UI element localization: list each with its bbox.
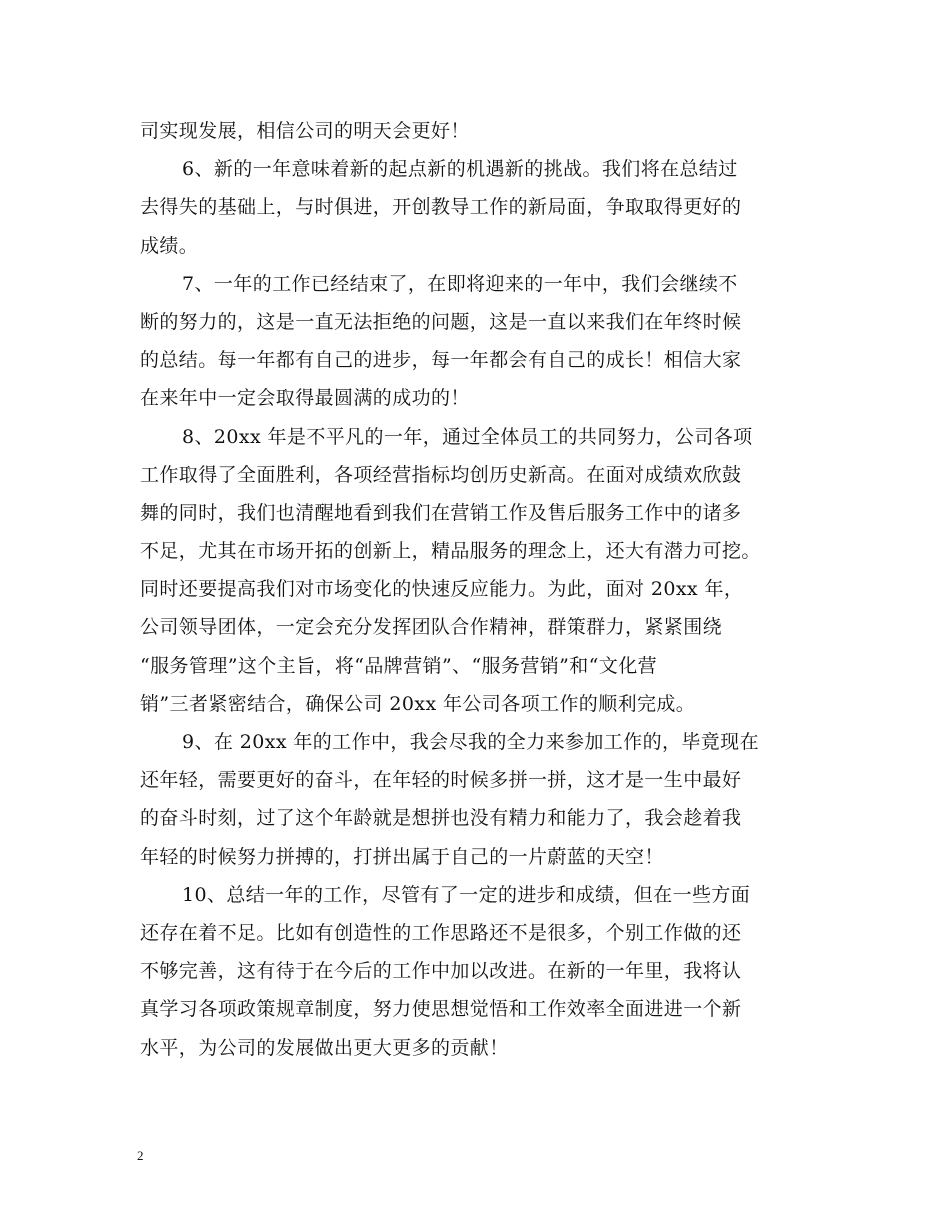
paragraph-7-line-1: 7、一年的工作已经结束了，在即将迎来的一年中，我们会继续不 xyxy=(182,272,738,295)
text-line: 水平，为公司的发展做出更大更多的贡献！ xyxy=(140,1036,509,1059)
text-line: 同时还要提高我们对市场变化的快速反应能力。为此，面对 20xx 年， xyxy=(140,578,744,601)
text-line: “服务管理”这个主旨，将“品牌营销”、“服务营销”和“文化营 xyxy=(140,654,657,677)
text-line: 的总结。每一年都有自己的进步，每一年都会有自己的成长！相信大家 xyxy=(140,349,742,372)
text-line: 成绩。 xyxy=(140,234,199,257)
text-line: 真学习各项政策规章制度，努力使思想觉悟和工作效率全面进进一个新 xyxy=(140,998,742,1021)
text-line: 不足，尤其在市场开拓的创新上，精品服务的理念上，还大有潜力可挖。 xyxy=(140,540,761,563)
text-line: 断的努力的，这是一直无法拒绝的问题，这是一直以来我们在年终时候 xyxy=(140,310,742,333)
text-line: 的奋斗时刻，过了这个年龄就是想拼也没有精力和能力了，我会趁着我 xyxy=(140,807,742,830)
text-line: 在来年中一定会取得最圆满的成功的！ xyxy=(140,387,470,410)
text-line: 工作取得了全面胜利，各项经营指标均创历史新高。在面对成绩欢欣鼓 xyxy=(140,463,742,486)
paragraph-10-line-1: 10、总结一年的工作，尽管有了一定的进步和成绩，但在一些方面 xyxy=(182,883,751,906)
text-line: 销”三者紧密结合，确保公司 20xx 年公司各项工作的顺利完成。 xyxy=(140,692,696,715)
text-line: 去得失的基础上，与时俱进，开创教导工作的新局面，争取取得更好的 xyxy=(140,196,742,219)
text-line: 还年轻，需要更好的奋斗，在年轻的时候多拼一拼，这才是一生中最好 xyxy=(140,769,742,792)
text-line: 公司领导团体，一定会充分发挥团队合作精神，群策群力，紧紧围绕 xyxy=(140,616,723,639)
page-number: 2 xyxy=(137,1148,144,1163)
text-line: 不够完善，这有待于在今后的工作中加以改进。在新的一年里，我将认 xyxy=(140,960,742,983)
paragraph-8-line-1: 8、20xx 年是不平凡的一年，通过全体员工的共同努力，公司各项 xyxy=(182,425,753,448)
text-line: 还存在着不足。比如有创造性的工作思路还不是很多，个别工作做的还 xyxy=(140,921,742,944)
text-line: 司实现发展，相信公司的明天会更好！ xyxy=(140,120,470,142)
document-body xyxy=(140,112,820,1067)
paragraph-6-line-1: 6、新的一年意味着新的起点新的机遇新的挑战。我们将在总结过 xyxy=(182,158,738,181)
text-line: 舞的同时，我们也清醒地看到我们在营销工作及售后服务工作中的诸多 xyxy=(140,501,742,524)
text-line: 年轻的时候努力拼搏的，打拼出属于自己的一片蔚蓝的天空！ xyxy=(140,845,664,868)
paragraph-9-line-1: 9、在 20xx 年的工作中，我会尽我的全力来参加工作的，毕竟现在 xyxy=(182,731,759,753)
